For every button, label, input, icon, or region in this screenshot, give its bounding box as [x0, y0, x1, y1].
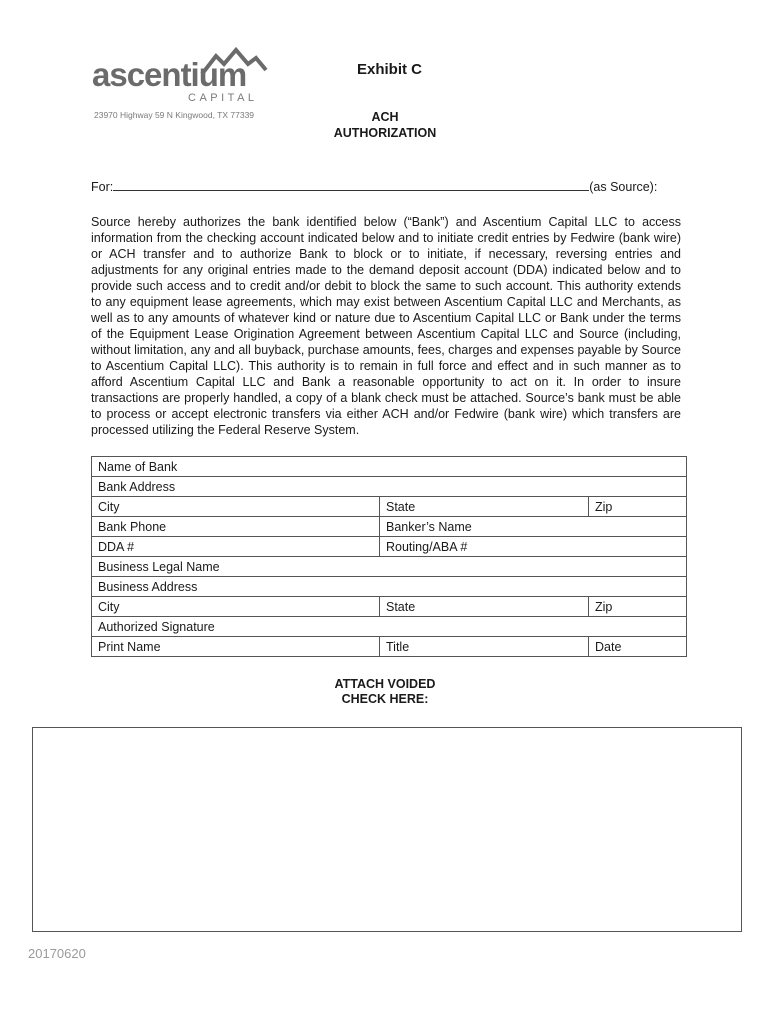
- table-row: [92, 457, 687, 477]
- for-source-line: [91, 178, 671, 194]
- document-version-code: 20170620: [28, 946, 86, 961]
- table-row: [92, 497, 687, 517]
- table-row: [92, 477, 687, 497]
- bank-address-field[interactable]: Bank Address: [92, 477, 687, 497]
- authorization-paragraph: Source hereby authorizes the bank identified below (“Bank”) and Ascentium Capital LLC to access information from the checking account indicated below and to initiate credit entries by Fedwire (bank wire) or ACH transfer and to authorize Bank to block or to initiate, if necessary, reversing entries and adjustments for any original entries made to the demand deposit account (DDA) indicated below and to provide such access and to credit and/or debit to block the same to such account. This authority extends to any equipment lease agreements, which may exist between Ascentium Capital LLC and Merchants, as well as to any amounts of whatever kind or nature due to Ascentium Capital LLC or Bank under the terms of the Equipment Lease Origination Agreement between Ascentium Capital LLC and Source (including, without limitation, any and all buyback, purchase amounts, fees, charges and expenses payable by Source to Ascentium Capital LLC). This authority is to remain in full force and effect and in such manner as to afford Ascentium Capital LLC and Bank a reasonable opportunity to act on it. In order to insure transactions are properly handled, a copy of a blank check must be attached. Source’s bank must be able to process or accept electronic transfers via either ACH and/or Fedwire (bank wire) which transfers are processed utilizing the Federal Reserve System.: [91, 215, 681, 437]
- attach-check-label-line1: ATTACH VOIDED: [334, 677, 436, 691]
- company-address: 23970 Highway 59 N Kingwood, TX 77339: [94, 110, 255, 120]
- table-row: [92, 597, 687, 617]
- bank-phone-field[interactable]: Bank Phone: [92, 517, 380, 537]
- bankers-name-field[interactable]: Banker’s Name: [380, 517, 687, 537]
- source-name-blank[interactable]: [113, 178, 589, 191]
- table-row: [92, 557, 687, 577]
- business-legal-name-field[interactable]: Business Legal Name: [92, 557, 687, 577]
- routing-aba-field[interactable]: Routing/ABA #: [380, 537, 687, 557]
- as-source-label: (as Source):: [589, 180, 658, 194]
- bank-city-field[interactable]: City: [92, 497, 380, 517]
- table-row: [92, 617, 687, 637]
- print-name-field[interactable]: Print Name: [92, 637, 380, 657]
- bank-state-field[interactable]: State: [380, 497, 589, 517]
- business-state-field[interactable]: State: [380, 597, 589, 617]
- logo-subtitle: CAPITAL: [188, 92, 258, 104]
- bank-zip-field[interactable]: Zip: [589, 497, 687, 517]
- table-row: [92, 577, 687, 597]
- authorized-signature-field[interactable]: Authorized Signature: [92, 617, 687, 637]
- table-row: [92, 517, 687, 537]
- date-field[interactable]: Date: [589, 637, 687, 657]
- dda-field[interactable]: DDA #: [92, 537, 380, 557]
- bank-information-table: [91, 456, 687, 657]
- voided-check-attachment-area[interactable]: [32, 727, 742, 932]
- document-title-line1: ACH: [371, 110, 399, 124]
- title-field[interactable]: Title: [380, 637, 589, 657]
- table-row: [92, 537, 687, 557]
- attach-check-label-line2: CHECK HERE:: [341, 692, 429, 706]
- logo-wordmark: ascentium: [92, 56, 247, 93]
- business-address-field[interactable]: Business Address: [92, 577, 687, 597]
- exhibit-label: Exhibit C: [357, 61, 423, 78]
- table-row: [92, 637, 687, 657]
- business-city-field[interactable]: City: [92, 597, 380, 617]
- name-of-bank-field[interactable]: Name of Bank: [92, 457, 687, 477]
- business-zip-field[interactable]: Zip: [589, 597, 687, 617]
- document-title-line2: AUTHORIZATION: [333, 126, 437, 140]
- for-label: For:: [91, 180, 114, 194]
